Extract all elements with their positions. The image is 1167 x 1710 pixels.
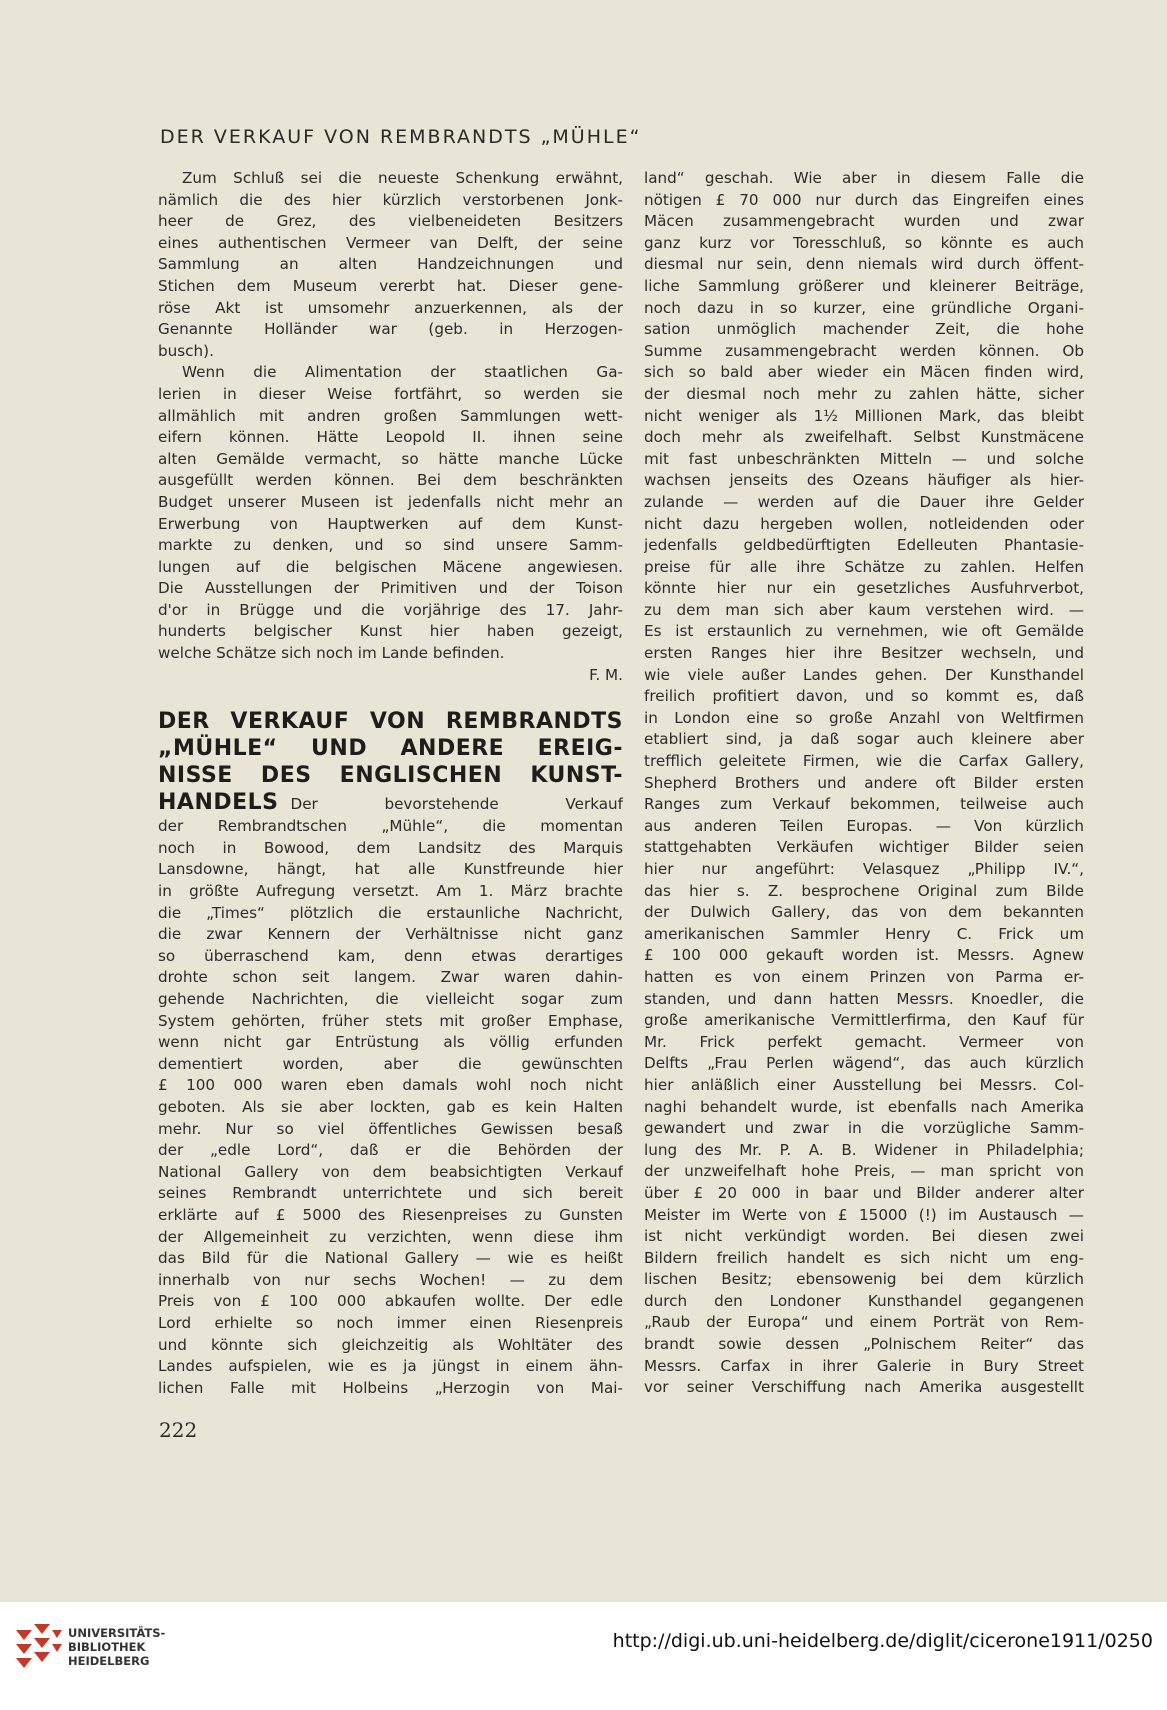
body-text-line: diesmal nur sein, denn niemals wird durch öffent- [644, 255, 1084, 274]
body-text-line: Preis von £ 100 000 abkaufen wollte. Der edle [158, 1292, 623, 1311]
left-column [158, 168, 623, 1399]
body-text-line: zu dem man sich aber kaum verstehen wird. — [644, 600, 1084, 619]
body-text-line: freilich profitiert davon, und so kommt es, daß [644, 687, 1084, 706]
body-text-line: hunderts belgischer Kunst hier haben gezeigt, [158, 622, 623, 641]
body-text-line: doch mehr als zweifelhaft. Selbst Kunstmäcene [644, 428, 1084, 447]
body-text-line: wachsen jenseits des Ozeans häufiger als hier- [644, 471, 1084, 490]
body-text-line: Messrs. Carfax in ihrer Galerie in Bury Street [644, 1356, 1084, 1375]
body-text-line: allmählich mit andren großen Sammlungen wett- [158, 406, 623, 425]
body-text-line: Landes aufspielen, wie es ja jüngst in einem ähn- [158, 1357, 623, 1376]
body-text-line: Lansdowne, hängt, hat alle Kunstfreunde hier [158, 860, 623, 879]
heading-line: NISSE DES ENGLISCHEN KUNST- [158, 763, 623, 789]
body-text-line: innerhalb von nur sechs Wochen! — zu dem [158, 1270, 623, 1289]
body-text-line: hier nur angeführt: Velasquez „Philipp IV.“, [644, 860, 1084, 878]
body-text-line: eines authentischen Vermeer van Delft, der seine [158, 233, 623, 252]
body-text-line: drohte schon seit langem. Zwar waren dahin- [158, 968, 623, 987]
university-library-logo-icon [14, 1622, 64, 1672]
body-text-line: so überraschend kam, denn etwas derartiges [158, 946, 623, 965]
body-text-line: liche Sammlung größerer und kleinerer Beiträge, [644, 276, 1084, 295]
body-text-line: sation unmöglich machender Zeit, die hohe [644, 320, 1084, 339]
article-heading [158, 708, 623, 816]
body-text-line: sich so bald aber wieder ein Mäcen finden wird, [644, 363, 1084, 382]
library-name [68, 1626, 165, 1668]
body-text-line: „Raub der Europa“ und einem Porträt von Rem- [644, 1313, 1084, 1332]
body-text-line: Stichen dem Museum vererbt hat. Dieser gene- [158, 276, 623, 295]
body-text-line: hatten es von einem Prinzen von Parma er- [644, 967, 1084, 986]
body-text-line: etabliert sind, ja daß sogar auch kleinere aber [644, 730, 1084, 749]
body-text-line: der Dulwich Gallery, das von dem bekannten [644, 903, 1084, 922]
body-text-line: Der bevorstehende Verkauf [290, 795, 623, 814]
body-text-line: lerien in dieser Weise fortfährt, so werden sie [158, 384, 623, 403]
body-text-line: Wenn die Alimentation der staatlichen Ga- [182, 363, 623, 382]
body-text-line: lungen auf die belgischen Mäcene angewiesen. [158, 557, 623, 576]
body-text-line: £ 100 000 gekauft worden ist. Messrs. Agnew [644, 946, 1084, 965]
permalink-url[interactable]: http://digi.ub.uni-heidelberg.de/diglit/cicerone1911/0250 [612, 1630, 1153, 1652]
body-text-line: preise für alle ihre Schätze zu zahlen. Helfen [644, 557, 1084, 576]
body-text-line: die zwar Kennern der Verhältnisse nicht ganz [158, 925, 623, 944]
body-text-line: durch den Londoner Kunsthandel gegangenen [644, 1291, 1084, 1310]
body-text-line: lung des Mr. P. A. B. Widener in Philadelphia; [644, 1140, 1084, 1159]
body-text-line: busch). [158, 341, 214, 360]
paragraph-alimentation [158, 362, 623, 664]
body-text-line: ist nicht verkündigt worden. Bei diesen zwei [644, 1227, 1084, 1246]
body-text-line: könnte hier nur ein gesetzliches Ausfuhrverbot, [644, 579, 1084, 598]
body-text-line: Es ist erstaunlich zu vernehmen, wie oft Gemälde [644, 622, 1084, 641]
body-text-line: vor seiner Verschiffung nach Amerika ausgestellt [644, 1378, 1084, 1397]
body-text-line: zulande — werden auf die Dauer ihre Gelder [644, 492, 1084, 511]
running-head: DER VERKAUF VON REMBRANDTS „MÜHLE“ [160, 126, 642, 148]
paragraph-schenkung [158, 168, 623, 362]
body-text-line: aus anderen Teilen Europas. — Von kürzlich [644, 816, 1084, 835]
right-column [644, 168, 1084, 1399]
body-text-line: land“ geschah. Wie aber in diesem Falle die [644, 169, 1084, 187]
body-text-line: der unzweifelhaft hohe Preis, — man spricht von [644, 1162, 1084, 1181]
body-text-line: nämlich die des hier kürzlich verstorbenen Jonk- [158, 190, 623, 209]
body-text-line: ausgefüllt werden können. Bei dem beschränkten [158, 471, 623, 490]
body-text-line: markte zu denken, und so sind unsere Samm- [158, 536, 623, 555]
body-text-line: die „Times“ plötzlich die erstaunliche Nachricht, [158, 903, 623, 922]
body-text-line: eifern können. Hätte Leopold II. ihnen seine [158, 428, 623, 447]
body-text-line: der diesmal noch mehr zu zahlen hätte, sicher [644, 384, 1084, 403]
body-text-line: nicht dazu hergeben wollen, notleidenden oder [644, 514, 1084, 533]
body-text-line: Die Ausstellungen der Primitiven und der Toison [158, 579, 623, 598]
body-text-line: ersten Ranges hier ihre Besitzer wechseln, und [644, 644, 1084, 663]
body-text-line: über £ 20 000 in baar und Bilder anderer alter [644, 1183, 1084, 1202]
body-text-line: Bildern freilich handelt es sich nicht um eng- [644, 1248, 1084, 1267]
body-text-line: in größte Aufregung versetzt. Am 1. März brachte [158, 882, 623, 901]
body-text-line: Meister im Werte von £ 15000 (!) im Austausch — [644, 1205, 1084, 1224]
body-text-line: lichen Falle mit Holbeins „Herzogin von Mai- [158, 1378, 623, 1397]
body-text-line: hier anläßlich einer Ausstellung bei Messrs. Col- [644, 1075, 1084, 1094]
body-text-line: d'or in Brügge und die vorjährige des 17. Jahr- [158, 600, 623, 619]
viewer-footer [0, 1602, 1167, 1710]
library-name-line: BIBLIOTHEK [68, 1640, 146, 1654]
body-text-line: jedenfalls geldbedürftigten Edelleuten Phantasie- [644, 536, 1084, 555]
library-name-line: UNIVERSITÄTS- [68, 1626, 166, 1640]
library-name-line: HEIDELBERG [68, 1654, 150, 1668]
body-text-line: National Gallery von dem beabsichtigten Verkauf [158, 1162, 623, 1181]
body-text-line: gehende Nachrichten, die vielleicht sogar zum [158, 990, 623, 1008]
body-text-line: der Allgemeinheit zu verzichten, wenn diese ihm [158, 1227, 623, 1246]
body-text-line: Delfts „Frau Perlen wägend“, das auch kürzlich [644, 1054, 1084, 1073]
body-text-line: gewandert und zwar in die vorzügliche Samm- [644, 1119, 1084, 1138]
body-text-line: in London eine so große Anzahl von Weltfirmen [644, 708, 1084, 727]
body-text-line: der „edle Lord“, daß er die Behörden der [158, 1141, 623, 1160]
page-number: 222 [159, 1418, 198, 1442]
body-text-line: lischen Besitz; ebensowenig bei dem kürzlich [644, 1270, 1084, 1289]
body-text-line: wenn nicht gar Entrüstung als völlig erfunden [158, 1033, 623, 1052]
body-text-line: welche Schätze sich noch im Lande befinden. [158, 644, 505, 663]
heading-line: HANDELS [158, 790, 279, 816]
body-text-line: erklärte auf £ 5000 des Riesenpreises zu Gunsten [158, 1205, 623, 1224]
body-text-line: alten Gemälde vermacht, so hätte manche Lücke [158, 449, 623, 468]
body-text-line: Budget unserer Museen ist jedenfalls nicht mehr an [158, 492, 623, 511]
body-text-line: Summe zusammengebracht werden können. Ob [644, 341, 1084, 360]
body-text-line: naghi behandelt wurde, ist ebenfalls nach Amerika [644, 1097, 1084, 1116]
body-text-line: heer de Grez, des vielbeneideten Besitzers [158, 212, 623, 231]
body-text-line: Mr. Frick perfekt gemacht. Vermeer von [644, 1032, 1084, 1051]
body-text-line: noch dazu in so kurzer, eine gründliche Organi- [644, 298, 1084, 317]
body-text-line: standen, und dann hatten Messrs. Knoedler, die [644, 989, 1084, 1008]
body-text-line: Sammlung an alten Handzeichnungen und [158, 255, 623, 274]
paragraph-rembrandt-muehle [158, 816, 623, 1399]
body-text-line: mit fast unbeschränkten Mitteln — und solche [644, 449, 1084, 468]
body-text-line: röse Akt ist umsomehr anzuerkennen, als der [158, 298, 623, 317]
body-text-line: trefflich geleitete Firmen, wie die Carfax Gallery, [644, 752, 1084, 771]
body-text-line: Ranges zum Verkauf bekommen, teilweise auch [644, 795, 1084, 814]
body-text-line: Zum Schluß sei die neueste Schenkung erwähnt, [182, 169, 623, 187]
body-text-line: Shepherd Brothers und andere oft Bilder ersten [644, 773, 1084, 792]
body-text-line: Genannte Holländer war (geb. in Herzogen- [158, 320, 623, 339]
body-text-line: der Rembrandtschen „Mühle“, die momentan [158, 817, 623, 836]
author-signature: F. M. [589, 665, 623, 684]
body-text-line: das Bild für die National Gallery — wie es heißt [158, 1249, 623, 1268]
body-text-line: wie viele außer Landes gehen. Der Kunsthandel [644, 665, 1084, 684]
body-text-line: System gehörten, früher stets mit großer Emphase, [158, 1011, 623, 1030]
body-text-line: £ 100 000 waren eben damals wohl noch nicht [158, 1076, 623, 1095]
body-text-line: ganz kurz vor Toresschluß, so könnte es auch [644, 233, 1084, 252]
body-text-line: seines Rembrandt unterrichtete und sich bereit [158, 1184, 623, 1203]
body-text-line: nicht weniger als 1½ Millionen Mark, das bleibt [644, 406, 1084, 425]
heading-line: DER VERKAUF VON REMBRANDTS [158, 709, 623, 735]
body-text-line: große amerikanische Vermittlerfirma, den Kauf für [644, 1011, 1084, 1030]
body-text-line: das hier s. Z. besprochene Original zum Bilde [644, 881, 1084, 900]
body-text-line: dementiert worden, aber die gewünschten [158, 1054, 623, 1073]
body-text-line: mehr. Nur so viel öffentliches Gewissen besaß [158, 1119, 623, 1138]
body-text-line: amerikanischen Sammler Henry C. Frick um [644, 924, 1084, 943]
body-text-line: geboten. Als sie aber lockten, gab es kein Halten [158, 1097, 623, 1116]
body-text-line: Lord erhielte so noch immer einen Riesenpreis [158, 1313, 623, 1332]
body-text-line: Erwerbung von Hauptwerken auf dem Kunst- [158, 514, 623, 533]
body-text-line: noch in Bowood, dem Landsitz des Marquis [158, 838, 623, 857]
heading-line: „MÜHLE“ UND ANDERE EREIG- [158, 736, 623, 762]
body-text-line: und könnte sich gleichzeitig als Wohltäter des [158, 1335, 623, 1354]
body-text-line: Mäcen zusammengebracht wurden und zwar [644, 212, 1084, 231]
body-text-line: stattgehabten Verkäufen wichtiger Bilder seien [644, 838, 1084, 857]
body-text-line: nötigen £ 70 000 nur durch das Eingreifen eines [644, 190, 1084, 209]
body-text-line: brandt sowie dessen „Polnischem Reiter“ das [644, 1335, 1084, 1354]
